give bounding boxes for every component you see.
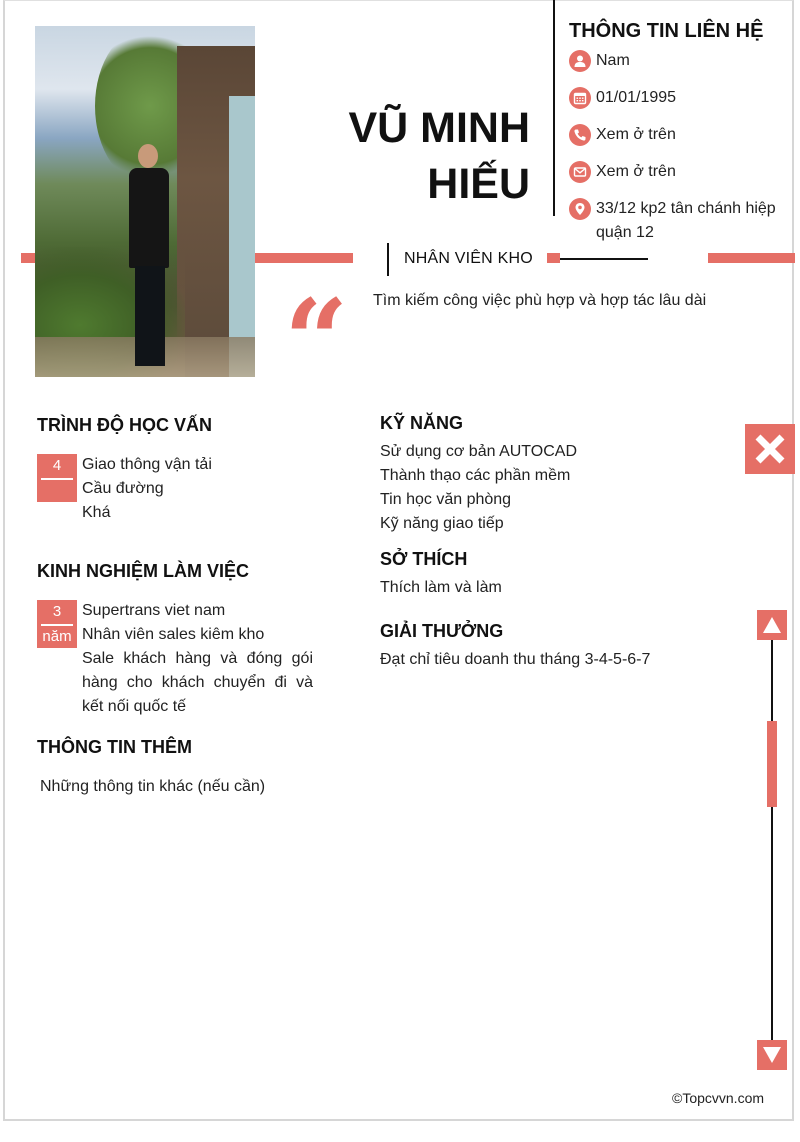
- calendar-icon: [569, 87, 591, 109]
- experience-title: KINH NGHIỆM LÀM VIỆC: [37, 561, 250, 581]
- skills-title: KỸ NĂNG: [380, 413, 464, 433]
- skill-item: Thành thạo các phần mềm: [380, 467, 571, 484]
- job-title-line: [560, 258, 648, 260]
- candidate-name-line2: HIẾU: [427, 160, 530, 208]
- photo-person-body: [129, 168, 169, 268]
- quote-icon: “: [284, 276, 349, 407]
- experience-years-badge: [37, 600, 77, 648]
- contact-birthday-text: 01/01/1995: [596, 89, 677, 106]
- education-badge-number: 4: [41, 454, 73, 480]
- contact-address-text: 33/12 kp2 tân chánh hiệp quận 12: [596, 200, 776, 241]
- education-years-badge: [37, 454, 77, 502]
- header-divider: [553, 0, 555, 216]
- scroll-down-button[interactable]: [757, 1040, 787, 1070]
- skill-item: Kỹ năng giao tiếp: [380, 515, 504, 532]
- user-icon: [569, 50, 591, 72]
- photo-person-legs: [135, 266, 165, 366]
- close-icon: [753, 432, 787, 466]
- education-badge-unit: [37, 480, 77, 502]
- experience-position: Nhân viên sales kiêm kho: [82, 626, 265, 643]
- contact-email: [569, 160, 796, 184]
- candidate-name-line1: VŨ MINH: [348, 104, 530, 152]
- photo-person-head: [138, 144, 158, 168]
- experience-company: Supertrans viet nam: [82, 602, 226, 619]
- contact-birthday: [569, 86, 796, 110]
- contact-phone: [569, 123, 796, 147]
- experience-badge-unit: năm: [42, 628, 72, 645]
- contact-address: [569, 197, 796, 245]
- accent-bar-right: [708, 253, 795, 263]
- experience-badge-number: 3: [41, 600, 73, 626]
- career-objective: Tìm kiếm công việc phù hợp và hợp tác lâu dài: [373, 292, 707, 309]
- contact-email-text: Xem ở trên: [596, 163, 676, 180]
- education-title: TRÌNH ĐỘ HỌC VẤN: [37, 415, 212, 435]
- scroll-up-button[interactable]: [757, 610, 787, 640]
- additional-info-text: Những thông tin khác (nếu cần): [40, 778, 266, 795]
- arrow-up-icon: [762, 616, 782, 634]
- contact-title: THÔNG TIN LIÊN HỆ: [569, 20, 764, 42]
- close-button[interactable]: [745, 424, 795, 474]
- job-title: NHÂN VIÊN KHO: [404, 250, 533, 267]
- contact-gender-text: Nam: [596, 52, 630, 69]
- education-details: [82, 453, 212, 525]
- hobbies-title: SỞ THÍCH: [380, 549, 468, 569]
- education-major: Giao thông vận tải: [82, 456, 212, 473]
- contact-gender: [569, 49, 796, 73]
- arrow-down-icon: [762, 1046, 782, 1064]
- skills-list: [380, 440, 577, 536]
- location-pin-icon: [569, 198, 591, 220]
- candidate-name: [290, 100, 530, 212]
- additional-info-title: THÔNG TIN THÊM: [37, 737, 192, 757]
- education-specialization: Cầu đường: [82, 480, 164, 497]
- education-grade: Khá: [82, 504, 111, 521]
- profile-photo: [35, 26, 255, 377]
- phone-icon: [569, 124, 591, 146]
- footer-copyright: ©Topcvvn.com: [672, 1090, 765, 1106]
- job-title-divider: [387, 243, 389, 276]
- awards-title: GIẢI THƯỞNG: [380, 621, 504, 641]
- mail-icon: [569, 161, 591, 183]
- accent-square: [547, 253, 560, 263]
- contact-phone-text: Xem ở trên: [596, 126, 676, 143]
- photo-door: [229, 96, 255, 377]
- skill-item: Tin học văn phòng: [380, 491, 512, 508]
- scroll-thumb[interactable]: [767, 721, 777, 807]
- hobbies-text: Thích làm và làm: [380, 579, 502, 596]
- skill-item: Sử dụng cơ bản AUTOCAD: [380, 443, 577, 460]
- awards-text: Đạt chỉ tiêu doanh thu tháng 3-4-5-6-7: [380, 651, 651, 668]
- scroll-track[interactable]: [771, 640, 773, 1040]
- experience-description: Sale khách hàng và đóng gói hàng cho khách chuyển đi và kết nối quốc tế: [82, 650, 313, 715]
